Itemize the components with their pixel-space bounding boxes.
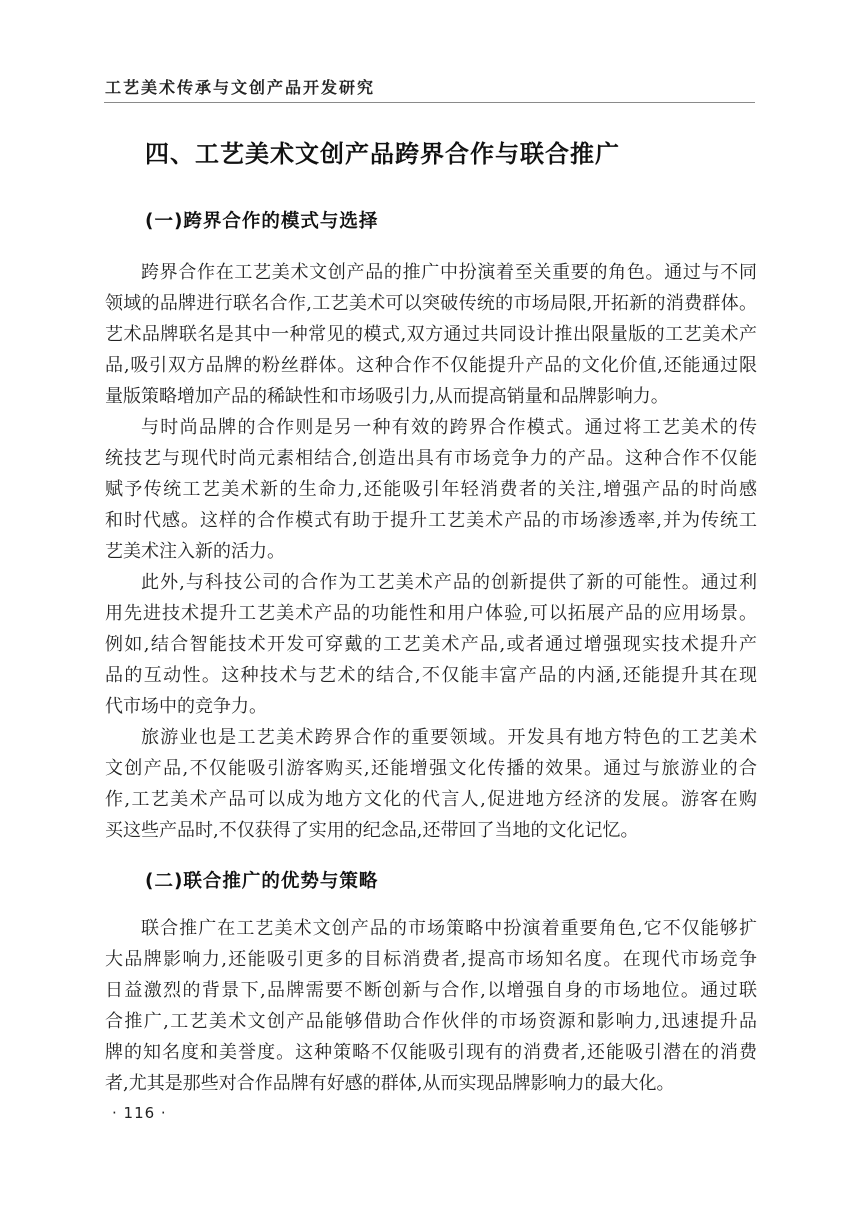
text-line: 艺术品牌联名是其中一种常见的模式,双方通过共同设计推出限量版的工艺美术产 bbox=[105, 324, 757, 345]
paragraph bbox=[105, 567, 757, 722]
text-line: 代市场中的竞争力。 bbox=[105, 696, 267, 717]
text-line: 品,吸引双方品牌的粉丝群体。这种合作不仅能提升产品的文化价值,还能通过限 bbox=[105, 355, 757, 376]
text-line: 者,尤其是那些对合作品牌有好感的群体,从而实现品牌影响力的最大化。 bbox=[105, 1073, 675, 1094]
text-line: 此外,与科技公司的合作为工艺美术产品的创新提供了新的可能性。通过利 bbox=[141, 572, 757, 593]
text-line: 买这些产品时,不仅获得了实用的纪念品,还带回了当地的文化记忆。 bbox=[105, 820, 639, 841]
text-line: 日益激烈的背景下,品牌需要不断创新与合作,以增强自身的市场地位。通过联 bbox=[105, 980, 757, 1001]
text-line: 联合推广在工艺美术文创产品的市场策略中扮演着重要角色,它不仅能够扩 bbox=[141, 918, 757, 939]
running-head: 工艺美术传承与文创产品开发研究 bbox=[105, 78, 376, 97]
text-line: 用先进技术提升工艺美术产品的功能性和用户体验,可以拓展产品的应用场景。 bbox=[105, 603, 757, 624]
text-line: 旅游业也是工艺美术跨界合作的重要领域。开发具有地方特色的工艺美术 bbox=[141, 727, 757, 748]
paragraph bbox=[105, 257, 757, 412]
page-number: · 116 · bbox=[112, 1104, 167, 1122]
text-line: 合推广,工艺美术文创产品能够借助合作伙伴的市场资源和影响力,迅速提升品 bbox=[105, 1011, 757, 1032]
text-line: 和时代感。这样的合作模式有助于提升工艺美术产品的市场渗透率,并为传统工 bbox=[105, 510, 757, 531]
text-line: 艺美术注入新的活力。 bbox=[105, 541, 285, 562]
text-line: 大品牌影响力,还能吸引更多的目标消费者,提高市场知名度。在现代市场竞争 bbox=[105, 949, 757, 970]
text-line: 例如,结合智能技术开发可穿戴的工艺美术产品,或者通过增强现实技术提升产 bbox=[105, 634, 757, 655]
paragraph bbox=[105, 913, 757, 1099]
section-heading: (一)跨界合作的模式与选择 bbox=[145, 211, 379, 232]
text-line: 领域的品牌进行联名合作,工艺美术可以突破传统的市场局限,开拓新的消费群体。 bbox=[105, 293, 757, 314]
paragraph bbox=[105, 412, 757, 567]
text-line: 作,工艺美术产品可以成为地方文化的代言人,促进地方经济的发展。游客在购 bbox=[105, 789, 757, 810]
header-rule bbox=[104, 102, 755, 103]
text-line: 牌的知名度和美誉度。这种策略不仅能吸引现有的消费者,还能吸引潜在的消费 bbox=[105, 1042, 757, 1063]
text-line: 跨界合作在工艺美术文创产品的推广中扮演着至关重要的角色。通过与不同 bbox=[141, 262, 757, 283]
chapter-heading: 四、工艺美术文创产品跨界合作与联合推广 bbox=[145, 140, 620, 168]
text-line: 量版策略增加产品的稀缺性和市场吸引力,从而提高销量和品牌影响力。 bbox=[105, 386, 669, 407]
text-line: 文创产品,不仅能吸引游客购买,还能增强文化传播的效果。通过与旅游业的合 bbox=[105, 758, 757, 779]
text-line: 品的互动性。这种技术与艺术的结合,不仅能丰富产品的内涵,还能提升其在现 bbox=[105, 665, 757, 686]
text-line: 统技艺与现代时尚元素相结合,创造出具有市场竞争力的产品。这种合作不仅能 bbox=[105, 448, 757, 469]
paragraph bbox=[105, 722, 757, 846]
text-line: 与时尚品牌的合作则是另一种有效的跨界合作模式。通过将工艺美术的传 bbox=[141, 417, 757, 438]
section-heading: (二)联合推广的优势与策略 bbox=[145, 871, 379, 892]
text-line: 赋予传统工艺美术新的生命力,还能吸引年轻消费者的关注,增强产品的时尚感 bbox=[105, 479, 757, 500]
